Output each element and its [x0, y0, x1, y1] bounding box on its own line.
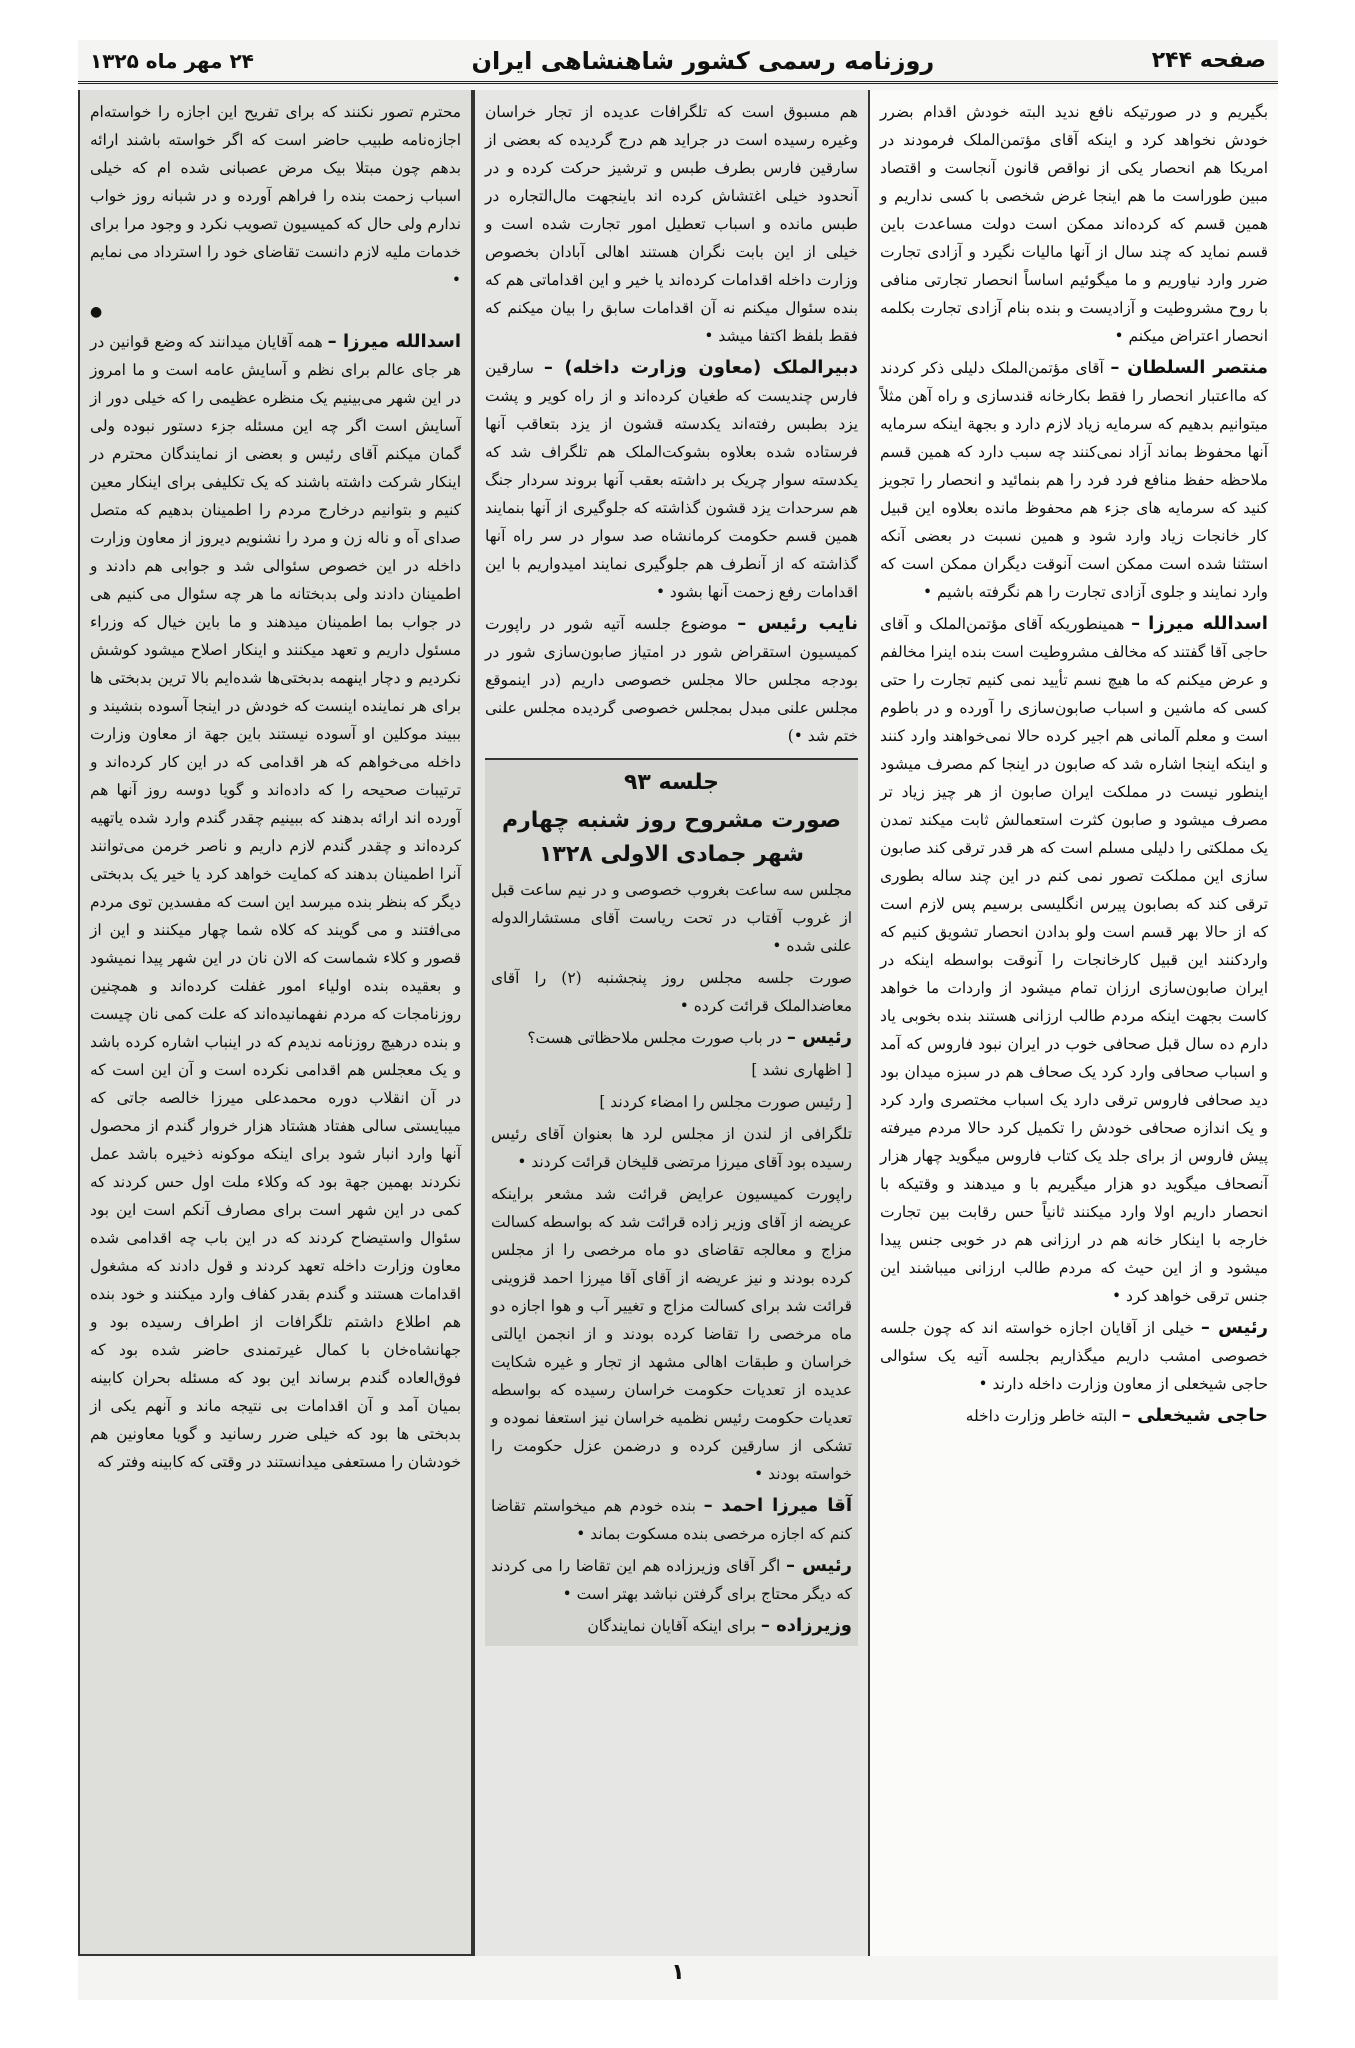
paragraph: مجلس سه ساعت بغروب خصوصی و در نیم ساعت قبل از غروب آفتاب در تحت ریاست آقای مستشارالدوله علنی شده • — [491, 881, 852, 955]
speech-text: خیلی از آقایان اجازه خواسته اند که چون جلسه خصوصی امشب داریم میگذاریم بجلسه آتیه یک سئوالی حاجی شیخعلی از معاون وزارت داخله دارند • — [880, 1319, 1268, 1393]
page-label: صفحه ۲۴۴ — [1151, 48, 1266, 73]
column-right — [868, 90, 1278, 1956]
speaker-name: نایب رئیس – — [737, 613, 858, 634]
speech-text: برای اینکه آقایان نمایندگان — [587, 1617, 756, 1635]
speech-text: همینطوریکه آقای مؤتمن‌الملک و آقای حاجی آقا گفتند که مخالف مشروطیت است بنده اینرا مخالفم و عرض میکنم که ما هیچ نسم تأیید نمی کنیم تجارت را حتی کسی که ماشین و اسباب صابون‌سازی را آورده و در باطوم است و معلم آلمانی هم اجیر کرده حالا نمی‌خواهند وارد کنند و اینکه اینجا اشاره شد که صابون در اینجا کم مصرف میشود اینطور نیست در مملکت ایران صابون از هر چیز زیاد تر مصرف میشود و صابون کثرت استعمالش ثابت میکند تمدن یک مملکتی را دلیلی مسلم است که هر قدر ترقی کند صابون سازی این مملکت تصور نمی کنم در این چند ساله بطوری ترقی کند که بصابون پیرس انگلیسی برسیم پس لازم است که از حالا بهر قسم است ولو بدادن انحصار تشویق کنیم که واردکنند این قبیل کارخانجات را آنوقت بواسطه اینکه در ایران صابون‌سازی ارزان تمام میشود از واردات ما خواهد کاست بجهت اینکه مردم طالب ارزانی هستند بنده بخوبی یاد دارم ده سال قبل صحافی خوب در ایران نبود فاروس که آمد و اسباب صحافی وارد کرد یک صحاف هم در سبزه میدان بود دید صحافی فاروس ترقی دارد یک اسباب مختصری وارد کرد و یک اندازه صحافی خودش را تکمیل کرد حالا مردم میرفته پیش فاروس از برای جلد یک کتاب فاروس میگوید چهار هزار آنصحاف میگوید دو هزار میگیریم با و میدهند و وقتیکه با انحصار داریم اولا وارد میکنند ثانیاً حس رقابت بین تجارت خارجه با اینکار خانه هم در ارزانی هم در خوبی جنس پیدا میشود و از این حیث که مردم طالب ارزانی میباشند این جنس ترقی خواهد کرد • — [880, 615, 1268, 1305]
speech-text: البته خاطر وزارت داخله — [965, 1407, 1117, 1425]
paragraph: راپورت کمیسیون عرایض قرائت شد مشعر براینکه عریضه از آقای وزیر زاده قرائت شد که بواسطه کسالت مزاج و معالجه تقاضای دو ماه مرخصی را از مجلس کرده بودند و نیز عریضه از آقای آقا میرزا احمد قزوینی قرائت شد برای کسالت مزاج و تغییر آب و هوا اجازه دو ماه مرخصی را تقاضا کرده بودند و از انجمن ایالتی خراسان و طبقات اهالی مشهد از تجار و غیره شکایت عدیده از تعدیات حکومت خراسان رسیده که بواسطه تعدیات حکومت رئیس نظمیه خراسان نیز استعفا نموده و تشکی از سارقین کرده و درضمن عزل حکومت را خواسته بودند • — [491, 1185, 852, 1483]
paragraph — [880, 354, 1268, 606]
page-footer — [78, 1960, 1278, 2000]
speaker-name: منتصر السلطان – — [1110, 357, 1268, 378]
paragraph — [485, 610, 858, 750]
speech-text: سارقین فارس چندیست که طغیان کرده‌اند و از راه کویر و پشت یزد بطبس رفته‌اند یکدسته قشون از یزد بتعاقب آنها فرستاده شده بعلاوه بشوکت‌الملک هم تلگراف شد که یکدسته سوار چریک بر داشته بعقب آنها بروند سردار جنگ هم سرحدات یزد قشون گذاشته که جلوگیری از آنها بنمایند همین قسم حکومت کرمانشاه صد سوار در سر راه آنها گذاشته که از آنطرف هم جلوگیری نمایند امیدواریم با این اقدامات رفع زحمت آنها بشود • — [485, 359, 858, 601]
issue-date: ۲۴ مهر ماه ۱۳۲۵ — [90, 48, 254, 73]
paragraph — [880, 1314, 1268, 1398]
speaker-name: آقا میرزا احمد – — [703, 1495, 852, 1516]
page-number: ۱ — [671, 1960, 685, 1985]
page-header — [78, 40, 1278, 84]
newspaper-page — [78, 40, 1278, 2000]
paragraph — [880, 1402, 1268, 1430]
paragraph — [491, 1024, 852, 1052]
paragraph: صورت جلسه مجلس روز پنجشنبه (۲) را آقای معاضدالملک قرائت کرده • — [491, 969, 852, 1015]
newspaper-title: روزنامه رسمی کشور شاهنشاهی ایران — [471, 46, 935, 75]
bracket-note: [ اظهاری نشد ] — [751, 1061, 852, 1079]
paragraph — [491, 1492, 852, 1548]
speech-text: بنده خودم هم میخواستم تقاضا کنم که اجازه مرخصی بنده مسکوت بماند • — [491, 1497, 852, 1543]
speaker-name: دبیرالملک (معاون وزارت داخله) – — [543, 357, 858, 378]
paragraph — [485, 354, 858, 606]
paragraph — [90, 328, 461, 1476]
speaker-name: رئیس – — [1200, 1317, 1268, 1338]
session-section — [485, 758, 858, 1646]
paragraph: هم مسبوق است که تلگرافات عدیده از تجار خراسان وغیره رسیده است در جراید هم درج گردیده که بعضی از سارقین فارس بطرف طبس و ترشیز حرکت کرده و در آنحدود خیلی اغتشاش کرده اند باینجهت مال‌التجاره در طبس مانده و اسباب تعطیل امور تجارت شده است و خیلی از این بابت نگران هستند اهالی آبادان بخصوص وزارت داخله اقدامات کرده‌اند یا خیر و این اقداماتی هم که بنده سئوال میکنم نه آن اقدامات سابق را بیان میکنم که فقط بلفظ اکتفا میشد • — [485, 103, 858, 345]
session-number: جلسه ۹۳ — [623, 770, 720, 795]
bracket-note: [ رئیس صورت مجلس را امضاء کردند ] — [599, 1093, 852, 1111]
speech-text: موضوع جلسه آتیه شور در راپورت کمیسیون استقراض شور در امتیاز صابون‌سازی شور در بودجه مجلس حالا مجلس خصوصی داریم (در اینموقع مجلس علنی مبدل بمجلس خصوصی گردیده مجلس علنی ختم شد •) — [485, 615, 858, 745]
speaker-name: اسدالله میرزا – — [1131, 613, 1268, 634]
column-left — [78, 90, 473, 1956]
bullet-mark: ● — [90, 304, 103, 320]
speech-text: همه آقایان میدانند که وضع قوانین در هر جای عالم برای نظم و آسایش عامه است و ما امروز در این شهر می‌بینیم یک منظره عظیمی را که خیلی دور از آسایش است اگر چه این مسئله جزء دستور نبوده ولی گمان میکنم آقای رئیس و بعضی از نمایندگان محترم در اینکار شرکت داشته باشند که یک تکلیفی برای اینکار معین کنیم و بتوانیم درخارج مردم را اطمینان بدهیم که متصل صدای آه و ناله زن و مرد را نشنویم دیروز از معاون وزارت داخله در این خصوص سئوالی شد و جوابی هم دادند و اطمینان دادند ولی بدبختانه ما هر چه سئوال می کنیم هی در جواب بما اطمینان میدهند و ما باین خیال که وزراء مسئول داریم و تعهد میکنند و اینکار اصلاح میشود کوشش نکردیم و دچار اینهمه بدبختی‌ها شده‌ایم بالا ترین بدبختی ها برای هر نماینده اینست که خودش در اینجا آسوده بنشیند و ببیند موکلین او آسوده نیستند باین جهة از معاون وزارت داخله می‌خواهم که هر اقدامی که در این کار کرده‌اند و ترتیبات صحیحه را که داده‌اند و گویا دوسه روز آنها هم آورده اند ارائه بدهند که ببینیم چقدر گندم وارد شده یاتهیه کرده‌اند و چقدر گندم لازم داریم و ناصر خرمن می‌توانند آنرا اطمینان بدهند که کمایت خواهد کرد یا خیر یک بدبختی دیگر که بنظر بنده میرسد این است که مفسدین توی مردم می‌افتند و می گویند که کلاه شما چهار میکنند و این از قصور و کلاء شماست که الان نان در این شهر پیدا نمیشود و بعقیده بنده اولیاء امور غفلت کرده‌اند و همچنین روزنامجات که مردم نفهمانیده‌اند که علت کمی نان چیست و بنده درهیچ روزنامه ندیدم که در اینباب اشاره کرده باشد و یک معجلس هم اقدامی نکرده است و آن این است که در آن انقلاب دوره محمدعلی میرزا خالصه جاتی که میبایستی سالی هفتاد هشتاد هزار خروار گندم از محصول آنها وارد انبار شود برای اینکه موکونه ذخیره باشد عمل نکردند بهمین جهة بود که وکلاء ملت اول حس کردند که کمی در این شهر است برای مصارف آنکم است این بود سئوال واستیضاح کردند که در این باب چه اقدامی شده معاون وزارت داخله تعهد کردند و قول دادند که مشغول اقدامات هستند و گندم بقدر کفاف وارد میکنند و خود بنده هم اطلاع داشتم تلگرافات از اطراف رسیده بود و جهانشاه‌خان با کمال غیرتمندی حاضر شده بود که فوق‌العاده گندم برساند این بود که مسئله بحران کابینه بمیان آمد و آن اقدامات بی نتیجه ماند و آنهم یکی از بدبختی ها بود که خیلی ضرر رسانید و گویا معاونین هم خودشان را مستعفی میدانستند در وقتی که کابینه وفتر که — [90, 333, 461, 1471]
speaker-name: اسدالله میرزا – — [327, 331, 461, 352]
speaker-name: حاجی شیخعلی – — [1121, 1405, 1268, 1426]
column-middle — [473, 90, 868, 1956]
speech-text: اگر آقای وزیرزاده هم این تقاضا را می کردند که دیگر محتاج برای گرفتن نباشد بهتر است • — [491, 1557, 852, 1603]
paragraph — [491, 1552, 852, 1608]
paragraph: محترم تصور نکنند که برای تفریح این اجازه را خواسته‌ام اجازه‌نامه طبیب حاضر است که اگر خواسته باشند ارائه بدهم چون مبتلا بیک مرض عصبانی شده ام که خیلی اسباب زحمت بنده را فراهم آورده و در شبانه روز خواب ندارم ولی حال که کمیسیون تصویب نکرد و وجود مرا برای خدمات ملیه لازم دانست تقاضای خود را استرداد می نمایم • — [90, 103, 461, 289]
paragraph: بگیریم و در صورتیکه نافع ندید البته خودش اقدام بضرر خودش نخواهد کرد و اینکه آقای مؤتمن‌الملک فرمودند در امریکا هم انحصار یکی از نواقص قانون آنجاست و اقتصاد مبین طوراست ما هم اینجا غرض شخصی با کسی نداریم و همین قسم که کرده‌اند ممکن است دولت مساعدت باین قسم نماید که چند سال از آنها مالیات نگیرد و آزادی تجارت ضرر وارد نیاوریم و ما میگوئیم اساساً انحصار تجارتی منافی با روح مشروطیت و آزادیست و بنده بنام آزادی تجارت بکلمه انحصار اعتراض میکنم • — [880, 103, 1268, 345]
paragraph: تلگرافی از لندن از مجلس لرد ها بعنوان آقای رئیس رسیده بود آقای میرزا مرتضی قلیخان قرائت کردند • — [491, 1125, 852, 1171]
speaker-name: رئیس – — [786, 1027, 852, 1048]
speaker-name: رئیس – — [786, 1555, 852, 1576]
speech-text: آقای مؤتمن‌الملک دلیلی ذکر کردند که مااعتبار انحصار را فقط بکارخانه قندسازی و راه آهن مثلاً میتوانیم بدهیم که سرمایه زیاد لازم دارد و بجهة اینکه سرمایه آنها محفوظ بماند آزاد نمی‌کنند چه سبب دارد که همین قسم ملاحظه حفظ منافع فرد فرد را هم بنمائید و انحصار را تجویز کنید که سرمایه های جزء هم محفوظ مانده بعلاوه این قبیل کار خانجات زیاد وارد شود و همین نسبت در بعضی آنکه استثنا شده است ممکن است آنوقت دیگران ممکن است که وارد نمایند و جلوی آزادی تجارت را هم نگرفته باشیم • — [880, 359, 1268, 601]
session-heading: صورت مشروح روز شنبه چهارم شهر جمادی الاولی ۱۳۲۸ — [501, 808, 842, 867]
paragraph — [491, 1612, 852, 1640]
text-columns — [78, 90, 1278, 1956]
speech-text: در باب صورت مجلس ملاحظاتی هست؟ — [527, 1029, 782, 1047]
paragraph — [880, 610, 1268, 1310]
speaker-name: وزیرزاده – — [760, 1615, 852, 1636]
